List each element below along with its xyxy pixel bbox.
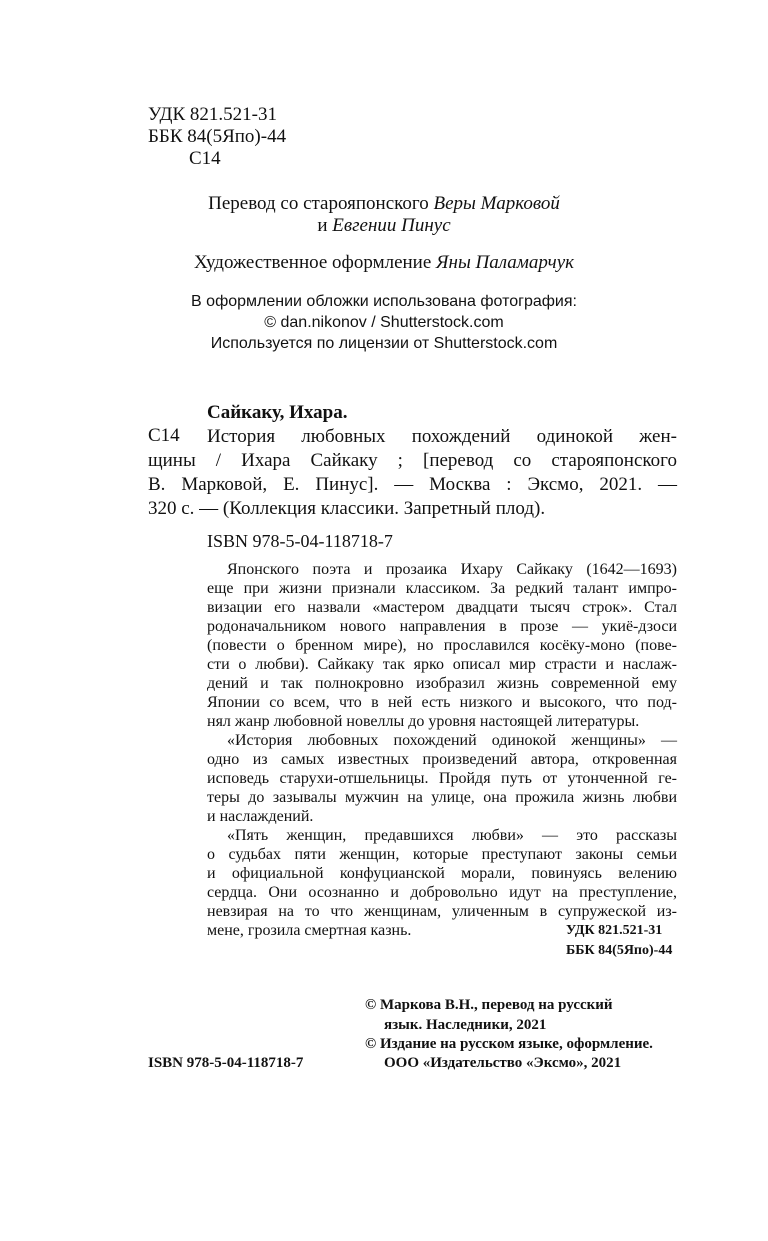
annotation-line: исповедь старухи-отшельницы. Пройдя путь от утонченной ге- [207, 770, 677, 787]
annotation-line: дений и так полнокровно изобразил жизнь современной ему [207, 675, 677, 692]
translation-credit-line1 [0, 193, 768, 215]
annotation-line: «Пять женщин, предавшихся любви» — это рассказы [227, 827, 677, 844]
translator-1: Веры Марковой [433, 193, 560, 214]
annotation-line: о судьбах пяти женщин, которые преступают законы семьи [207, 846, 677, 863]
copyright-2-line1: © Издание на русском языке, оформление. [365, 1036, 653, 1052]
copyright-2-line2: ООО «Издательство «Эксмо», 2021 [384, 1055, 622, 1071]
translation-credit-line2 [0, 215, 768, 237]
bbk-code: ББК 84(5Япо)-44 [148, 126, 287, 147]
copyright-1-line2: язык. Наследники, 2021 [384, 1017, 547, 1033]
annotation-line: нял жанр любовной новеллы до уровня настоящей литературы. [207, 713, 640, 730]
bibliographic-description-2: щины / Ихара Сайкаку ; [перевод со старояпонского [148, 450, 677, 471]
annotation-line: сти о любви). Сайкаку так ярко описал мир страсти и наслаж- [207, 656, 677, 673]
photo-credit-line2: © dan.nikonov / Shutterstock.com [264, 314, 504, 331]
author-mark: С14 [189, 148, 221, 169]
annotation-paragraph-1 [207, 579, 677, 940]
annotation-line: и наслаждений. [207, 808, 314, 825]
udk-code: УДК 821.521-31 [148, 104, 277, 125]
bibliographic-description-3: В. Марковой, Е. Пинус]. — Москва : Эксмо, 2021. — [148, 474, 677, 495]
design-prefix: Художественное оформление [193, 252, 432, 273]
annotation-line: и официальной конфуцианской морали, повинуясь велению [207, 865, 677, 882]
annotation-line: мене, грозила смертная казнь. [207, 922, 412, 939]
annotation-line: (повести о бренном мире), но прославился косёку-моно (пове- [207, 637, 677, 654]
copyright-1-line1: © Маркова В.Н., перевод на русский [365, 997, 613, 1013]
annotation-line: сердца. Они осознанно и добровольно идут на преступление, [207, 884, 677, 901]
annotation-line: еще при жизни признали классиком. За редкий талант импро- [207, 580, 677, 597]
annotation-line: невзирая на то что женщинам, уличенным в супружеской из- [207, 903, 677, 920]
annotation-line: «История любовных похождений одинокой женщины» — [227, 732, 677, 749]
translation-prefix: Перевод со старояпонского [208, 193, 429, 214]
author-heading: Сайкаку, Ихара. [207, 402, 348, 423]
bibliographic-description-4: 320 с. — (Коллекция классики. Запретный плод). [148, 498, 546, 519]
bibliographic-mark: С14 [148, 425, 180, 446]
annotation-line: родоначальником нового направления в прозе — укиё-дзоси [207, 618, 677, 635]
photo-credit-line3: Используется по лицензии от Shutterstock.com [210, 335, 558, 352]
annotation-line: Японии со всем, что в ней есть низкого и высокого, что под- [207, 694, 677, 711]
annotation-line: одно из самых известных произведений автора, откровенная [207, 751, 677, 768]
annotation [207, 560, 677, 579]
annotation-udk: УДК 821.521-31 [566, 923, 663, 938]
translator-2: Евгении Пинус [332, 215, 451, 236]
conjunction: и [317, 215, 328, 236]
copyright-isbn: ISBN 978-5-04-118718-7 [148, 1055, 304, 1071]
annotation-bbk: ББК 84(5Япо)-44 [566, 943, 673, 958]
photo-credit-line1: В оформлении обложки использована фотография: [191, 293, 577, 310]
designer-name: Яны Паламарчук [436, 252, 575, 273]
annotation-line: теры до зазывалы мужчин на улице, она прожила жизнь любви [207, 789, 677, 806]
bibliographic-description-1: История любовных похождений одинокой жен- [207, 426, 677, 447]
design-credit [0, 252, 768, 274]
annotation-line: визации его назвали «мастером двадцати тысяч строк». Стал [207, 599, 677, 616]
annotation-line: Японского поэта и прозаика Ихару Сайкаку (1642—1693) [227, 561, 677, 578]
bibliographic-isbn: ISBN 978-5-04-118718-7 [207, 531, 393, 551]
